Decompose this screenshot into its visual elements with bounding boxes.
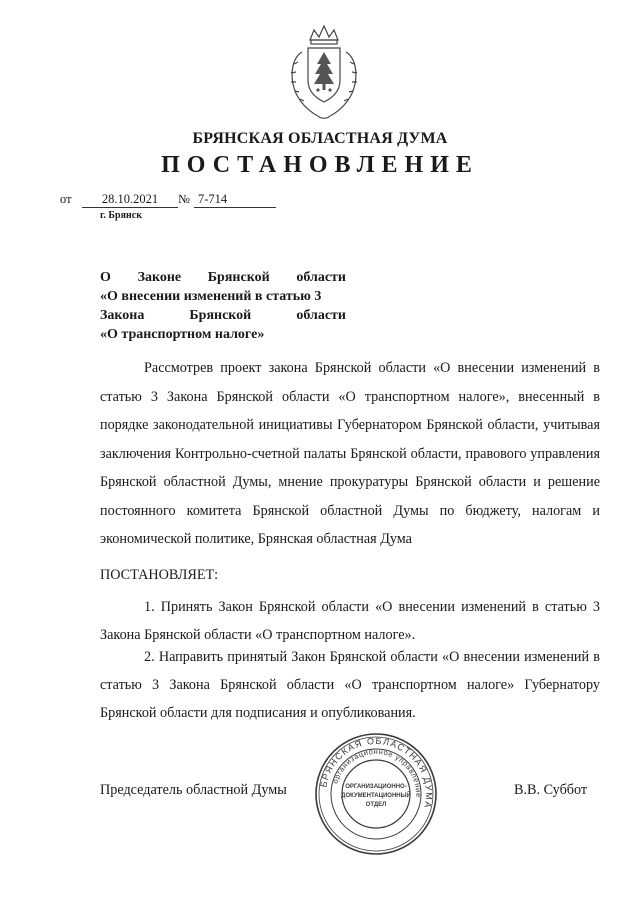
title-line: О Законе Брянской области — [100, 270, 346, 285]
stamp-center-text: ДОКУМЕНТАЦИОННЫЙ — [341, 793, 411, 799]
organization-name: БРЯНСКАЯ ОБЛАСТНАЯ ДУМА — [192, 130, 448, 147]
city: г. Брянск — [100, 210, 142, 221]
stamp-ring-text: БРЯНСКАЯ ОБЛАСТНАЯ ДУМА — [318, 735, 435, 810]
title-line: «О транспортном налоге» — [100, 327, 265, 342]
preamble-paragraph: Рассмотрев проект закона Брянской области «О внесении изменений в статью 3 Закона Брянской области «О транспортном налоге», внесенный в порядке законодательной инициативы Губернатором Брянской области, учитывая заключения Контрольно-счетной палаты Брянской области, правового управления Брянской областной Думы, мнение прокуратуры Брянской области и решение постоянного комитета Брянской областной Думы по бюджету, налогам и экономической политике, Брянская областная Дума — [100, 360, 600, 547]
number-prefix: № — [178, 192, 190, 206]
document-date: 28.10.2021 — [82, 192, 178, 208]
stamp-center-text: ОТДЕЛ — [365, 802, 387, 808]
title-line: Закона Брянской области — [100, 308, 346, 323]
document-title — [100, 268, 346, 344]
document-number: 7-714 — [194, 192, 276, 208]
signatory-name: В.В. Суббот — [514, 782, 588, 798]
stamp-center-text: ОРГАНИЗАЦИОННО- — [345, 784, 407, 790]
coat-of-arms-icon — [288, 22, 360, 122]
stamp-inner-ring-text: организационное управление — [330, 746, 424, 799]
resolution-item-1: 1. Принять Закон Брянской области «О внесении изменений в статью 3 Закона Брянской области «О транспортном налоге». — [100, 599, 600, 643]
resolution-item-2: 2. Направить принятый Закон Брянской области «О внесении изменений в статью 3 Закона Брянской области «О транспортном налоге» Губернатору Брянской области для подписания и опубликования. — [100, 649, 600, 721]
date-prefix: от — [60, 192, 72, 206]
title-line: «О внесении изменений в статью 3 — [100, 289, 322, 304]
signatory-position: Председатель областной Думы — [100, 782, 287, 798]
official-stamp — [312, 730, 440, 858]
document-type: ПОСТАНОВЛЕНИЕ — [161, 152, 479, 178]
resolve-heading: ПОСТАНОВЛЯЕТ: — [100, 567, 219, 583]
